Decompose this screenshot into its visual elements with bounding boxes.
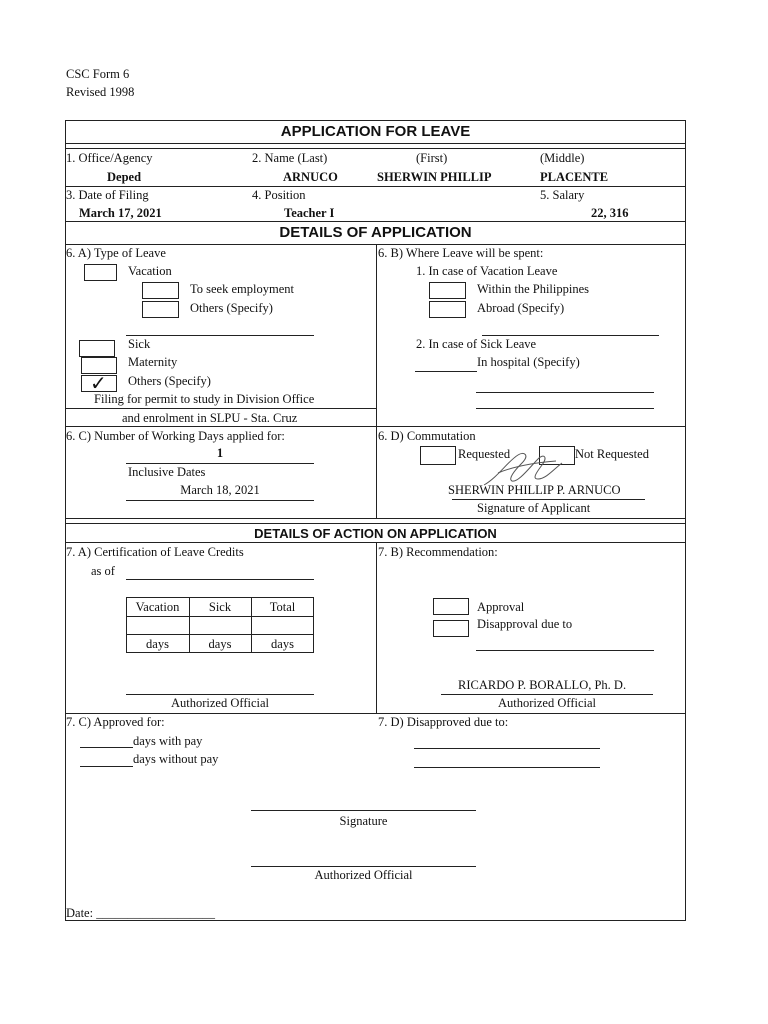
hospital-specify-line[interactable] <box>476 408 654 409</box>
salary-value[interactable]: 22, 316 <box>591 206 629 220</box>
divider <box>65 518 686 519</box>
inclusive-dates-line <box>126 500 314 501</box>
disapproval-label: Disapproval due to <box>477 617 573 631</box>
details-heading: DETAILS OF APPLICATION <box>279 224 472 241</box>
first-name-value[interactable]: SHERWIN PHILLIP <box>377 170 492 184</box>
signature-label: Signature <box>339 814 388 828</box>
recommending-official-label: Authorized Official <box>498 696 596 710</box>
commutation-label: 6. D) Commutation <box>378 429 476 443</box>
recommending-official-name: RICARDO P. BORALLO, Ph. D. <box>458 678 627 692</box>
requested-label: Requested <box>458 447 511 461</box>
position-label: 4. Position <box>252 188 306 202</box>
abroad-specify-line[interactable] <box>482 335 659 336</box>
approval-checkbox[interactable] <box>433 598 469 615</box>
working-days-value[interactable]: 1 <box>216 446 224 460</box>
vacation-others-checkbox[interactable] <box>142 301 179 318</box>
applicant-name: SHERWIN PHILLIP P. ARNUCO <box>448 483 621 497</box>
table-header: Sick <box>208 600 232 614</box>
others-specify-line1[interactable]: Filing for permit to study in Division Office <box>94 392 315 406</box>
days-without-pay-label: days without pay <box>133 752 219 766</box>
date-field[interactable]: Date: ___________________ <box>66 906 215 920</box>
table-header: Total <box>269 600 296 614</box>
days-without-pay-blank[interactable] <box>80 766 133 767</box>
working-days-label: 6. C) Number of Working Days applied for: <box>66 429 285 443</box>
form-revision: Revised 1998 <box>66 85 135 99</box>
inclusive-dates-label: Inclusive Dates <box>128 465 206 479</box>
table-unit: days <box>271 637 294 651</box>
not-requested-label: Not Requested <box>575 447 649 461</box>
seek-employment-label: To seek employment <box>190 282 294 296</box>
authorized-official-label: Authorized Official <box>314 868 413 882</box>
as-of-label: as of <box>91 564 115 578</box>
divider <box>65 148 686 149</box>
signature-line <box>441 694 653 695</box>
abroad-checkbox[interactable] <box>429 301 466 318</box>
others-specify-line2[interactable]: and enrolment in SLPU - Sta. Cruz <box>122 411 298 425</box>
disapproval-reason-line[interactable] <box>476 650 654 651</box>
vacation-case-label: 1. In case of Vacation Leave <box>416 264 558 278</box>
position-value[interactable]: Teacher I <box>284 206 335 220</box>
name-last-label: 2. Name (Last) <box>252 151 328 165</box>
divider <box>65 221 686 222</box>
disapproved-reason-line[interactable] <box>414 748 600 749</box>
last-name-value[interactable]: ARNUCO <box>283 170 338 184</box>
where-spent-label: 6. B) Where Leave will be spent: <box>378 246 544 260</box>
column-divider <box>376 542 377 713</box>
table-divider <box>126 634 314 635</box>
working-days-line <box>126 463 314 464</box>
column-divider <box>376 244 377 518</box>
disapproved-label: 7. D) Disapproved due to: <box>378 715 509 729</box>
table-unit: days <box>146 637 169 651</box>
hospital-label: In hospital (Specify) <box>477 355 580 369</box>
signature-line[interactable] <box>251 810 476 811</box>
approved-for-label: 7. C) Approved for: <box>66 715 165 729</box>
action-heading: DETAILS OF ACTION ON APPLICATION <box>254 526 497 541</box>
abroad-label: Abroad (Specify) <box>477 301 565 315</box>
applicant-signature-label: Signature of Applicant <box>477 501 591 515</box>
table-header: Vacation <box>135 600 180 614</box>
type-of-leave-label: 6. A) Type of Leave <box>66 246 166 260</box>
specify-line[interactable] <box>126 335 314 336</box>
maternity-label: Maternity <box>128 355 178 369</box>
maternity-checkbox[interactable] <box>81 357 117 374</box>
table-unit: days <box>208 637 232 651</box>
name-middle-label: (Middle) <box>540 151 585 165</box>
others-label: Others (Specify) <box>128 374 211 388</box>
date-filing-value[interactable]: March 17, 2021 <box>79 206 162 220</box>
office-label: 1. Office/Agency <box>66 151 153 165</box>
divider <box>65 408 376 409</box>
certification-label: 7. A) Certification of Leave Credits <box>66 545 244 559</box>
sick-checkbox[interactable] <box>79 340 115 357</box>
divider <box>65 426 686 427</box>
approval-label: Approval <box>477 600 525 614</box>
authorized-line[interactable] <box>251 866 476 867</box>
hospital-specify-line[interactable] <box>476 392 654 393</box>
checkmark-icon: ✓ <box>90 373 107 395</box>
table-divider <box>126 616 314 617</box>
form-title: APPLICATION FOR LEAVE <box>280 123 471 140</box>
vacation-checkbox[interactable] <box>84 264 117 281</box>
salary-label: 5. Salary <box>540 188 585 202</box>
date-filing-label: 3. Date of Filing <box>66 188 149 202</box>
within-philippines-label: Within the Philippines <box>477 282 589 296</box>
divider <box>65 523 686 524</box>
office-value[interactable]: Deped <box>107 170 142 184</box>
signature-line <box>452 499 645 500</box>
requested-checkbox[interactable] <box>420 446 456 465</box>
days-with-pay-blank[interactable] <box>80 747 133 748</box>
divider <box>65 186 686 187</box>
divider <box>65 143 686 144</box>
seek-employment-checkbox[interactable] <box>142 282 179 299</box>
hospital-blank[interactable] <box>415 371 477 372</box>
vacation-label: Vacation <box>128 264 172 278</box>
sick-case-label: 2. In case of Sick Leave <box>416 337 537 351</box>
name-first-label: (First) <box>416 151 448 165</box>
authorized-official-label: Authorized Official <box>171 696 269 710</box>
divider <box>65 713 686 714</box>
disapproved-reason-line[interactable] <box>414 767 600 768</box>
as-of-line[interactable] <box>126 579 314 580</box>
form-number: CSC Form 6 <box>66 67 130 81</box>
middle-name-value[interactable]: PLACENTE <box>540 170 609 184</box>
recommendation-label: 7. B) Recommendation: <box>378 545 498 559</box>
vacation-others-label: Others (Specify) <box>190 301 273 315</box>
disapproval-checkbox[interactable] <box>433 620 469 637</box>
within-philippines-checkbox[interactable] <box>429 282 466 299</box>
days-with-pay-label: days with pay <box>133 734 203 748</box>
sick-label: Sick <box>128 337 151 351</box>
inclusive-dates-value[interactable]: March 18, 2021 <box>180 483 260 497</box>
signature-line <box>126 694 314 695</box>
